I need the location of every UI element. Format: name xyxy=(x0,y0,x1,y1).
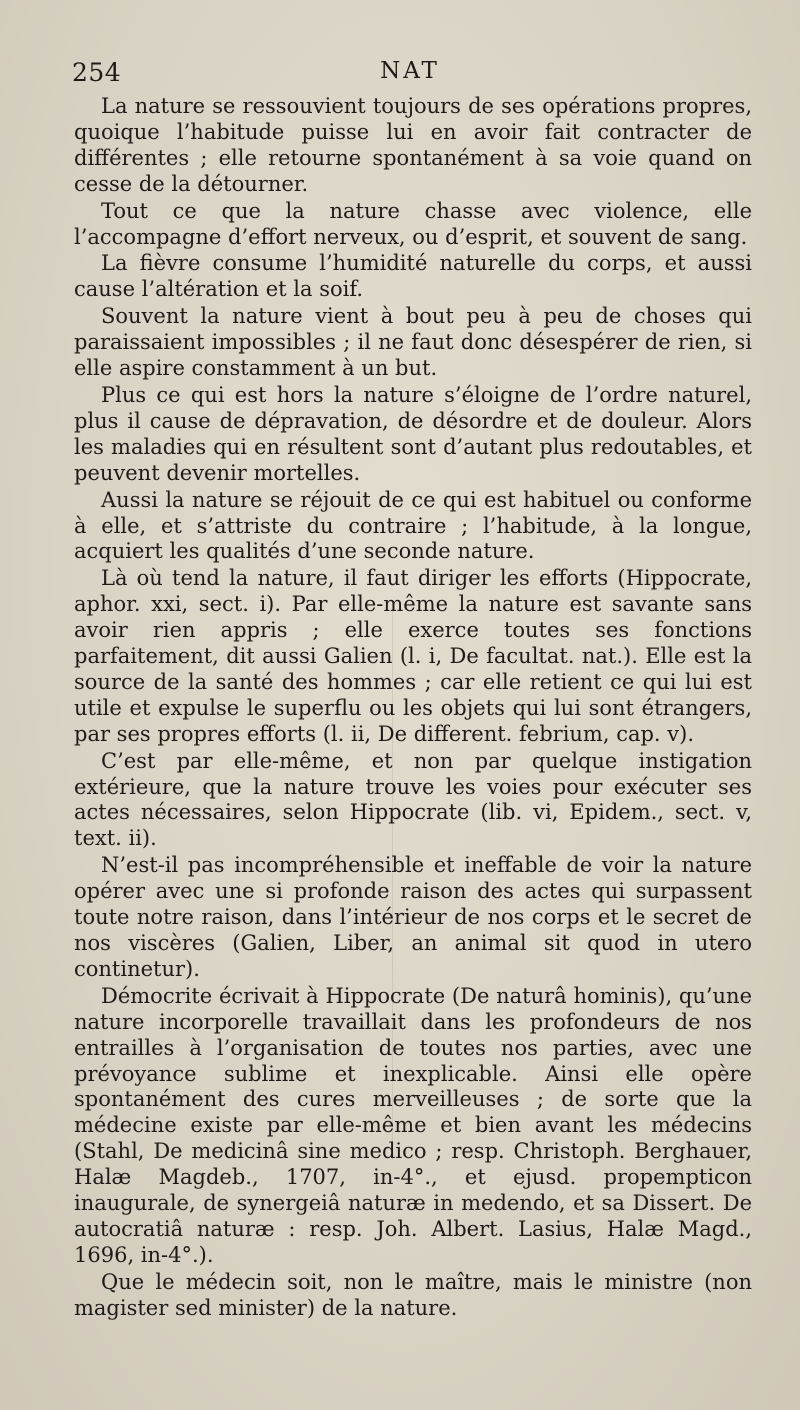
body-text xyxy=(74,94,752,1323)
paragraph-6: Aussi la nature se réjouit de ce qui est habituel ou conforme à elle, et s’attriste du contraire ; l’habitude, à la longue, acquiert les qualités d’une seconde nature. xyxy=(74,487,752,564)
running-head: NAT xyxy=(380,58,440,84)
page-number: 254 xyxy=(72,58,122,87)
paragraph-5: Plus ce qui est hors la nature s’éloigne de l’ordre naturel, plus il cause de dépravation, de désordre et de douleur. Alors les maladies qui en résultent sont d’autant plus redoutables, et peuvent devenir mortelles. xyxy=(74,382,752,485)
paragraph-10: Démocrite écrivait à Hippocrate (De naturâ hominis), qu’une nature incorporelle travaillait dans les profondeurs de nos entrailles à l’organisation de toutes nos parties, avec une prévoyance sublime et inexplicable. Ainsi elle opère spontanément des cures merveilleuses ; de sorte que la médecine existe par elle-même et bien avant les médecins (Stahl, De medicinâ sine medico ; resp. Christoph. Berghauer, Halæ Magdeb., 1707, in-4°., et ejusd. propempticon inaugurale, de synergeiâ naturæ in medendo, et sa Dissert. De autocratiâ naturæ : resp. Joh. Albert. Lasius, Halæ Magd., 1696, in-4°.). xyxy=(74,983,752,1267)
paragraph-4: Souvent la nature vient à bout peu à peu de choses qui paraissaient impossibles ; il ne faut donc désespérer de rien, si elle aspire constamment à un but. xyxy=(74,304,752,381)
paragraph-3: La fièvre consume l’humidité naturelle du corps, et aussi cause l’altération et la soif. xyxy=(74,251,752,302)
paragraph-2: Tout ce que la nature chasse avec violence, elle l’accompagne d’effort nerveux, ou d’esprit, et souvent de sang. xyxy=(74,198,752,249)
paragraph-7: Là où tend la nature, il faut diriger les efforts (Hippocrate, aphor. xxi, sect. i). Par elle-même la nature est savante sans avoir rien appris ; elle exerce toutes ses fonctions parfaitement, dit aussi Galien (l. i, De facultat. nat.). Elle est la source de la santé des hommes ; car elle retient ce qui lui est utile et expulse le superflu ou les objets qui lui sont étrangers, par ses propres efforts (l. ii, De different. febrium, cap. v). xyxy=(74,566,752,746)
paragraph-9: N’est-il pas incompréhensible et ineffable de voir la nature opérer avec une si profonde raison des actes qui surpassent toute notre raison, dans l’intérieur de nos corps et le secret de nos viscères (Galien, Liber, an animal sit quod in utero continetur). xyxy=(74,853,752,981)
paragraph-11: Que le médecin soit, non le maître, mais le ministre (non magister sed minister) de la nature. xyxy=(74,1269,752,1320)
page-header xyxy=(72,58,748,92)
paragraph-1: La nature se ressouvient toujours de ses opérations propres, quoique l’habitude puisse lui en avoir fait contracter de différentes ; elle retourne spontanément à sa voie quand on cesse de la détourner. xyxy=(74,94,752,196)
paragraph-8: C’est par elle-même, et non par quelque instigation extérieure, que la nature trouve les voies pour exécuter ses actes nécessaires, selon Hippocrate (lib. vi, Epidem., sect. v, text. ii). xyxy=(74,748,752,851)
